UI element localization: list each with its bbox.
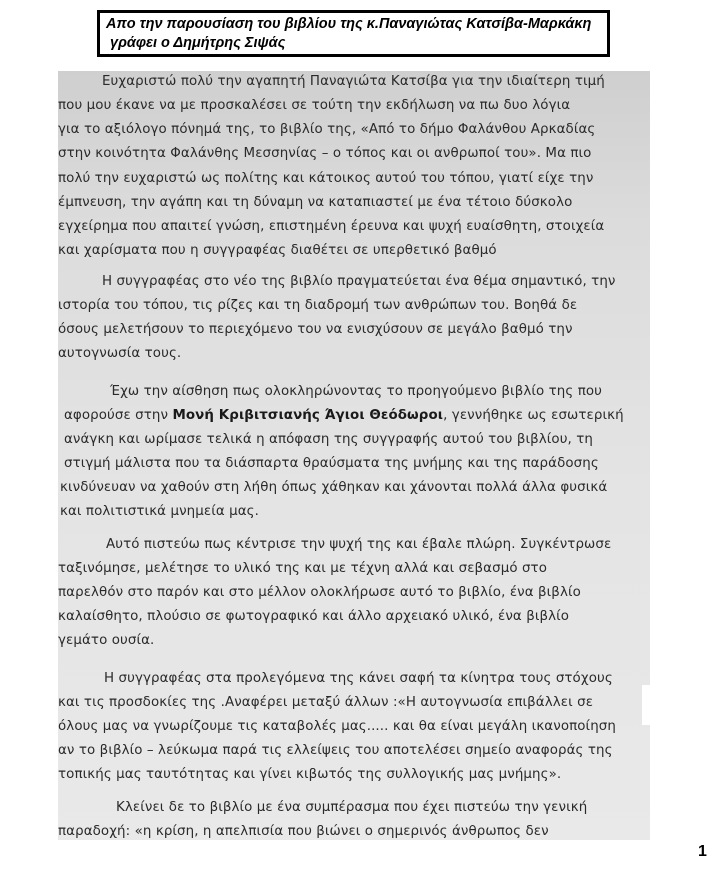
text-line: αυτογνωσία τους. xyxy=(58,346,182,361)
text-line: ταξινόμησε, μελέτησε το υλικό της και με τέχνη αλλά και σεβασμό στο xyxy=(58,561,548,576)
text-line: στιγμή μάλιστα που τα διάσπαρτα θραύσματα της μνήμης και της παράδοσης xyxy=(64,456,599,471)
text-fragment: , γεννήθηκε ως εσωτερική xyxy=(443,408,624,423)
text-line: ιστορία του τόπου, τις ρίζες και τη διαδρομή των ανθρώπων του. Βοηθά δε xyxy=(58,298,578,313)
text-line: καλαίσθητο, πλούσιο σε φωτογραφικό και άλλο αρχειακό υλικό, ένα βιβλίο xyxy=(58,609,570,624)
text-line: Αυτό πιστεύω πως κέντρισε την ψυχή της και έβαλε πλώρη. Συγκέντρωσε xyxy=(106,537,612,552)
text-line: ανάγκη και ωρίμασε τελικά η απόφαση της συγγραφής αυτού του βιβλίου, τη xyxy=(64,432,594,447)
text-line: πολύ την ευχαριστώ ως πολίτης και κάτοικος αυτού του τόπου, γιατί είχε την xyxy=(58,171,594,186)
text-line: γεμάτο ουσία. xyxy=(58,633,155,648)
text-line: παρελθόν στο παρόν και στο μέλλον ολοκλήρωσε αυτό το βιβλίο, ένα βιβλίο xyxy=(58,585,581,600)
text-line: Κλείνει δε το βιβλίο με ένα συμπέρασμα που έχει πιστεύω την γενική xyxy=(116,800,588,815)
text-line: που μου έκανε να με προσκαλέσει σε τούτη την εκδήλωση να πω δυο λόγια xyxy=(58,98,571,113)
scan-edge-notch xyxy=(642,685,650,725)
text-line: Έχω την αίσθηση πως ολοκληρώνοντας το προηγούμενο βιβλίο της που xyxy=(110,384,603,399)
text-line: και τις προσδοκίες της .Αναφέρει μεταξύ άλλων :«Η αυτογνωσία επιβάλλει σε xyxy=(58,695,594,710)
text-fragment: αφορούσε στην xyxy=(64,408,173,423)
text-line: όσους μελετήσουν το περιεχόμενο του να ενισχύσουν σε μεγάλο βαθμό την xyxy=(58,322,573,337)
text-line: τοπικής μας ταυτότητας και γίνει κιβωτός της συλλογικής μας μνήμης». xyxy=(58,767,562,782)
text-line: για το αξιόλογο πόνημά της, το βιβλίο της, «Από το δήμο Φαλάνθου Αρκαδίας xyxy=(58,122,596,137)
text-line: παραδοχή: «η κρίση, η απελπισία που βιώνει ο σημερινός άνθρωπος δεν xyxy=(58,824,549,839)
text-line: και χαρίσματα που η συγγραφέας διαθέτει σε υπερθετικό βαθμό xyxy=(58,243,497,258)
text-line: Ευχαριστώ πολύ την αγαπητή Παναγιώτα Κατσίβα για την ιδιαίτερη τιμή xyxy=(102,74,605,89)
text-line: όλους μας να γνωρίζουμε τις καταβολές μας..... και θα είναι μεγάλη ικανοποίηση xyxy=(58,719,616,734)
text-line: Η συγγραφέας στα προλεγόμενα της κάνει σαφή τα κίνητρα τους στόχους xyxy=(104,671,613,686)
page-number: 1 xyxy=(698,843,707,860)
text-line: και πολιτιστικά μνημεία μας. xyxy=(60,504,259,519)
text-line: στην κοινότητα Φαλάνθης Μεσσηνίας – ο τόπος και οι ανθρωποί του». Μα πιο xyxy=(58,146,592,161)
text-line: κινδύνευαν να χαθούν στη λήθη όπως χάθηκαν και χάνονται πολλά άλλα φυσικά xyxy=(60,480,608,495)
text-line: έμπνευση, την αγάπη και τη δύναμη να καταπιαστεί με ένα τέτοιο δύσκολο xyxy=(58,195,573,210)
text-line: αν το βιβλίο – λεύκωμα παρά τις ελλείψεις του αποτελέσει σημείο αναφοράς της xyxy=(58,743,613,758)
text-line: εγχείρημα που απαιτεί γνώση, επιστημένη έρευνα και ψυχή ευαίσθητη, στοιχεία xyxy=(58,219,605,234)
scanned-page xyxy=(58,71,650,840)
monastery-name: Μονή Κριβιτσιανής Άγιοι Θεόδωροι xyxy=(172,408,444,423)
article-title-box xyxy=(97,10,610,57)
text-line: Η συγγραφέας στο νέο της βιβλίο πραγματεύεται ένα θέμα σημαντικό, την xyxy=(102,274,616,289)
text-line-with-bold xyxy=(64,408,624,423)
title-line-1: Απο την παρουσίαση του βιβλίου της κ.Παναγιώτας Κατσίβα-Μαρκάκη xyxy=(106,16,592,32)
title-line-2: γράφει ο Δημήτρης Σιψάς xyxy=(110,35,286,51)
